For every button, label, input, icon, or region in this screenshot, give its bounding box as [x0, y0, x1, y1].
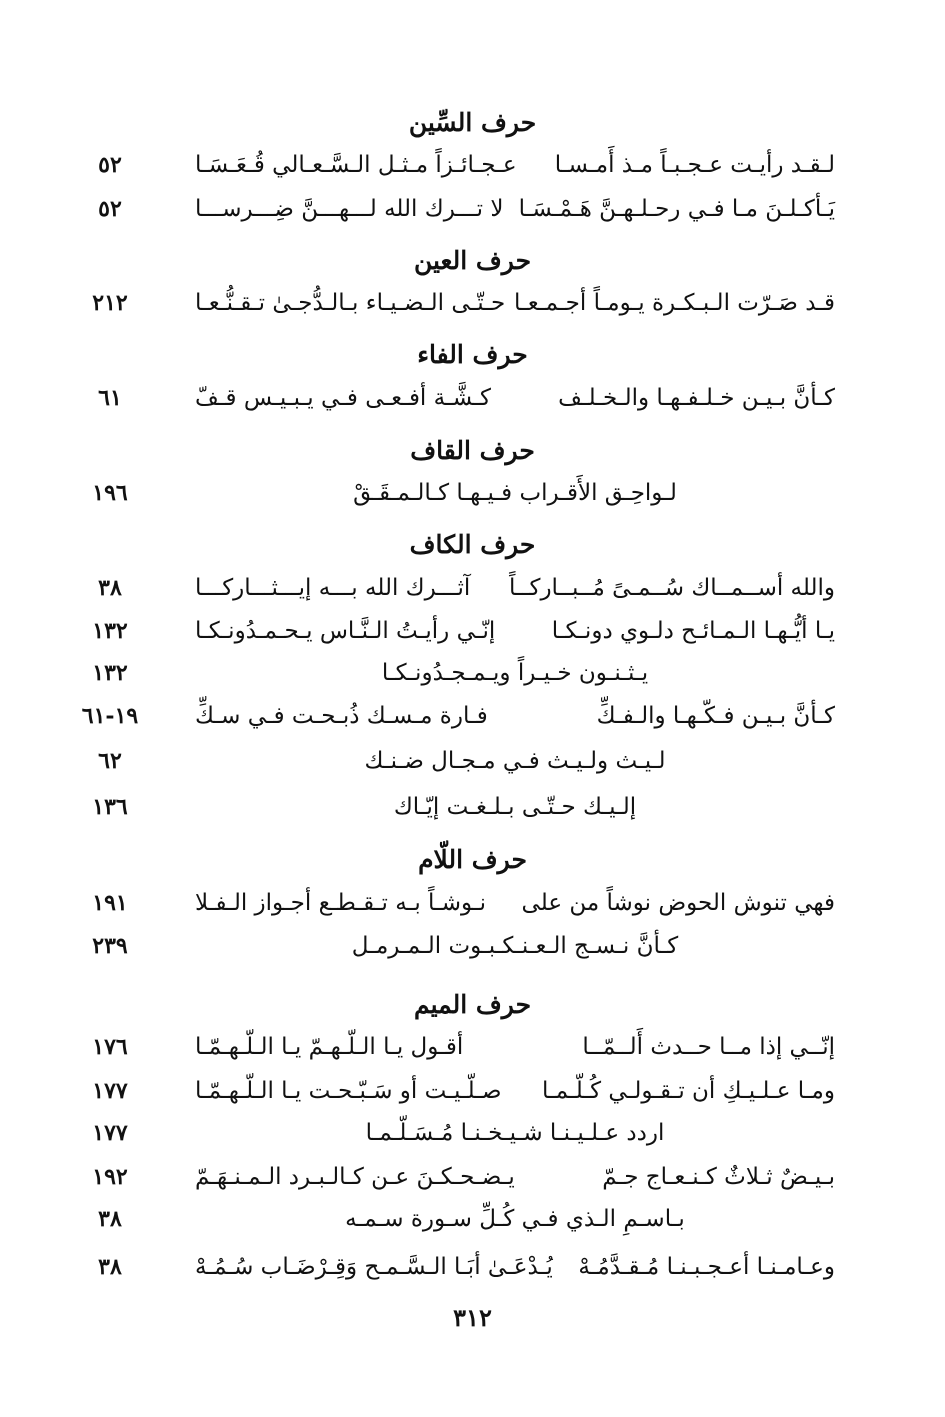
verse-single-hemistich: إلـيـك حـتّـى بـلـغـت إيّـاك — [393, 794, 637, 820]
verse-text — [195, 575, 835, 615]
verse-single-hemistich: لـواحِـق الأَقـراب فـيـهـا كـالـمـقَـقْ — [353, 480, 677, 506]
verse-single-hemistich: اردد عـلـيـنـا شـيـخـنـا مُـسَـلّـمـا — [365, 1120, 665, 1146]
verse-page-ref: ٥٢ — [98, 196, 122, 222]
verse-single-hemistich: يـثـنـون خـيـراً ويـمـجـدُونـكـا — [381, 660, 649, 686]
section-heading-faa: حرف الفاء — [417, 340, 528, 369]
verse-line — [75, 196, 865, 236]
verse-single-hemistich: لـيـث ولـيـث فـي مـجـال ضـنـك — [364, 748, 666, 774]
verse-first-hemistich: كـأنَّ بـيـن خـلـفـهـا والـخـلـف — [558, 385, 835, 411]
verse-line — [75, 660, 865, 700]
verse-text — [195, 794, 835, 834]
page-number: ٣١٢ — [453, 1303, 492, 1332]
verse-text — [195, 703, 835, 743]
verse-page-ref: ٦١ — [98, 385, 122, 411]
verse-page-ref: ٥٢ — [98, 152, 122, 178]
verse-line — [75, 748, 865, 788]
verse-second-hemistich: صـلّـيـت أو سَـبّـحـت يـا الـلّـهـمّـا — [195, 1078, 502, 1104]
verse-first-hemistich: بـيـضٌ ثـلاثٌ كـنـعـاج جـمّ — [602, 1164, 835, 1190]
verse-line — [75, 1078, 865, 1118]
verse-first-hemistich: والله أســمــاك سُــمـىً مُــبــاركــاً — [509, 575, 835, 601]
verse-first-hemistich: يـا أيُّـهـا الـمـائـح دلـوي دونـكـا — [551, 618, 835, 644]
verse-second-hemistich: يُـدْعَـىٰ أبَـا الـسَّـمـح وَقِـرْضَـاب سُـمُـهْ — [195, 1254, 553, 1280]
verse-line — [75, 618, 865, 658]
verse-second-hemistich: نـوشـاً بـه تـقـطـع أجـواز الـفـلا — [195, 890, 487, 916]
verse-page-ref: ٢٣٩ — [92, 933, 128, 959]
verse-page-ref: ٣٨ — [98, 575, 122, 601]
verse-text — [195, 1078, 835, 1118]
verse-page-ref: ٢١٢ — [92, 290, 128, 316]
verse-second-hemistich: فـارة مـسـك ذُبـحـت فـي سـكِّ — [195, 703, 488, 729]
verse-page-ref: ١٣٦ — [92, 794, 128, 820]
verse-text — [195, 1206, 835, 1246]
verse-text — [195, 290, 835, 330]
verse-page-ref: ١٩٦ — [92, 480, 128, 506]
verse-text — [195, 748, 835, 788]
verse-first-hemistich: ومـا عـلـيـكِ أن تـقـولـي كُـلّـمـا — [542, 1078, 835, 1104]
section-heading-seen: حرف السِّين — [408, 108, 537, 137]
verse-line — [75, 480, 865, 520]
verse-single-hemistich: بـاسـمِ الـذي فـي كُـلِّ سـورة سـمـه — [345, 1206, 685, 1232]
verse-page-ref: ١٩١ — [92, 890, 128, 916]
verse-first-hemistich: لـقـد رأيـت عـجـبـاً مـذ أَمـسـا — [554, 152, 835, 178]
verse-text — [195, 1120, 835, 1160]
verse-page-ref: ١٧٦ — [92, 1034, 128, 1060]
section-heading-qaf: حرف القاف — [410, 436, 535, 465]
verse-page-ref: ٦٢ — [98, 748, 122, 774]
verse-line — [75, 890, 865, 930]
verse-line — [75, 794, 865, 834]
verse-line — [75, 1254, 865, 1294]
verse-text — [195, 196, 835, 236]
verse-text — [195, 152, 835, 192]
verse-text — [195, 660, 835, 700]
verse-second-hemistich: عـجـائـزاً مـثـل الـسَّـعـالي قُـعَـسَـا — [195, 152, 517, 178]
verse-text — [195, 618, 835, 658]
verse-text — [195, 1254, 835, 1294]
verse-line — [75, 152, 865, 192]
verse-single-hemistich: كـأنَّ نـسـج الـعـنـكـبـوت الـمـرمـل — [351, 933, 679, 959]
verse-second-hemistich: أقـول يـا الـلّـهـمّ يـا الـلّـهـمّـا — [195, 1034, 464, 1060]
verse-first-hemistich: يَـأكـلـنَ مـا فـي رحـلـهـنَّ هَـمْـسَـا — [518, 196, 835, 222]
verse-text — [195, 890, 835, 930]
verse-text — [195, 1034, 835, 1074]
verse-page-ref: ١٩-٦١ — [81, 703, 139, 729]
verse-line — [75, 385, 865, 425]
verse-first-hemistich: فهي تنوش الحوض نوشاً من علی — [521, 890, 835, 916]
verse-first-hemistich: قـد صَـرّت الـبـكـرة يـومـاً أجـمـعـا — [514, 290, 835, 316]
verse-text — [195, 480, 835, 520]
verse-page-ref: ٣٨ — [98, 1206, 122, 1232]
verse-page-ref: ١٧٧ — [92, 1120, 128, 1146]
section-heading-lam: حرف اللّام — [418, 845, 527, 874]
verse-second-hemistich: آثـــرك الله بـــه إيـــثـــاركـــا — [195, 575, 471, 601]
verse-second-hemistich: حـتّـى الـضـيـاء بـالـدُّجـىٰ تـقـنُّـعـا — [195, 290, 506, 316]
verse-first-hemistich: كـأنَّ بـيـن فـكّـهـا والـفـكِّ — [596, 703, 835, 729]
verse-line — [75, 1120, 865, 1160]
verse-page-ref: ١٣٢ — [92, 660, 128, 686]
verse-line — [75, 703, 865, 743]
verse-line — [75, 575, 865, 615]
verse-text — [195, 933, 835, 973]
verse-text — [195, 1164, 835, 1204]
verse-second-hemistich: يـضـحـكـنَ عـن كـالـبـرد الـمـنـهَـمّ — [195, 1164, 515, 1190]
verse-text — [195, 385, 835, 425]
verse-first-hemistich: وعـامـنـا أعـجـبـنـا مُـقـدَّمُـهْ — [578, 1254, 835, 1280]
section-heading-meem: حرف الميم — [413, 990, 532, 1019]
verse-line — [75, 1206, 865, 1246]
verse-line — [75, 1164, 865, 1204]
section-heading-ayn: حرف العين — [413, 246, 532, 275]
verse-line — [75, 290, 865, 330]
verse-second-hemistich: كـشَّـة أفـعـى فـي يـبـيـس قـفّ — [195, 385, 491, 411]
verse-second-hemistich: إنّـي رأيـتُ الـنَّـاس يـحـمـدُونـكـا — [195, 618, 496, 644]
section-heading-kaf: حرف الكاف — [409, 530, 536, 559]
verse-second-hemistich: لا تـــرك الله لـــهـــنَّ ضِـــرســـا — [195, 196, 504, 222]
verse-page-ref: ١٧٧ — [92, 1078, 128, 1104]
verse-page-ref: ١٩٢ — [92, 1164, 128, 1190]
verse-line — [75, 933, 865, 973]
verse-line — [75, 1034, 865, 1074]
verse-page-ref: ٣٨ — [98, 1254, 122, 1280]
verse-first-hemistich: إنّــي إذا مــا حــدث أَلــمّــا — [582, 1034, 835, 1060]
verse-page-ref: ١٣٢ — [92, 618, 128, 644]
